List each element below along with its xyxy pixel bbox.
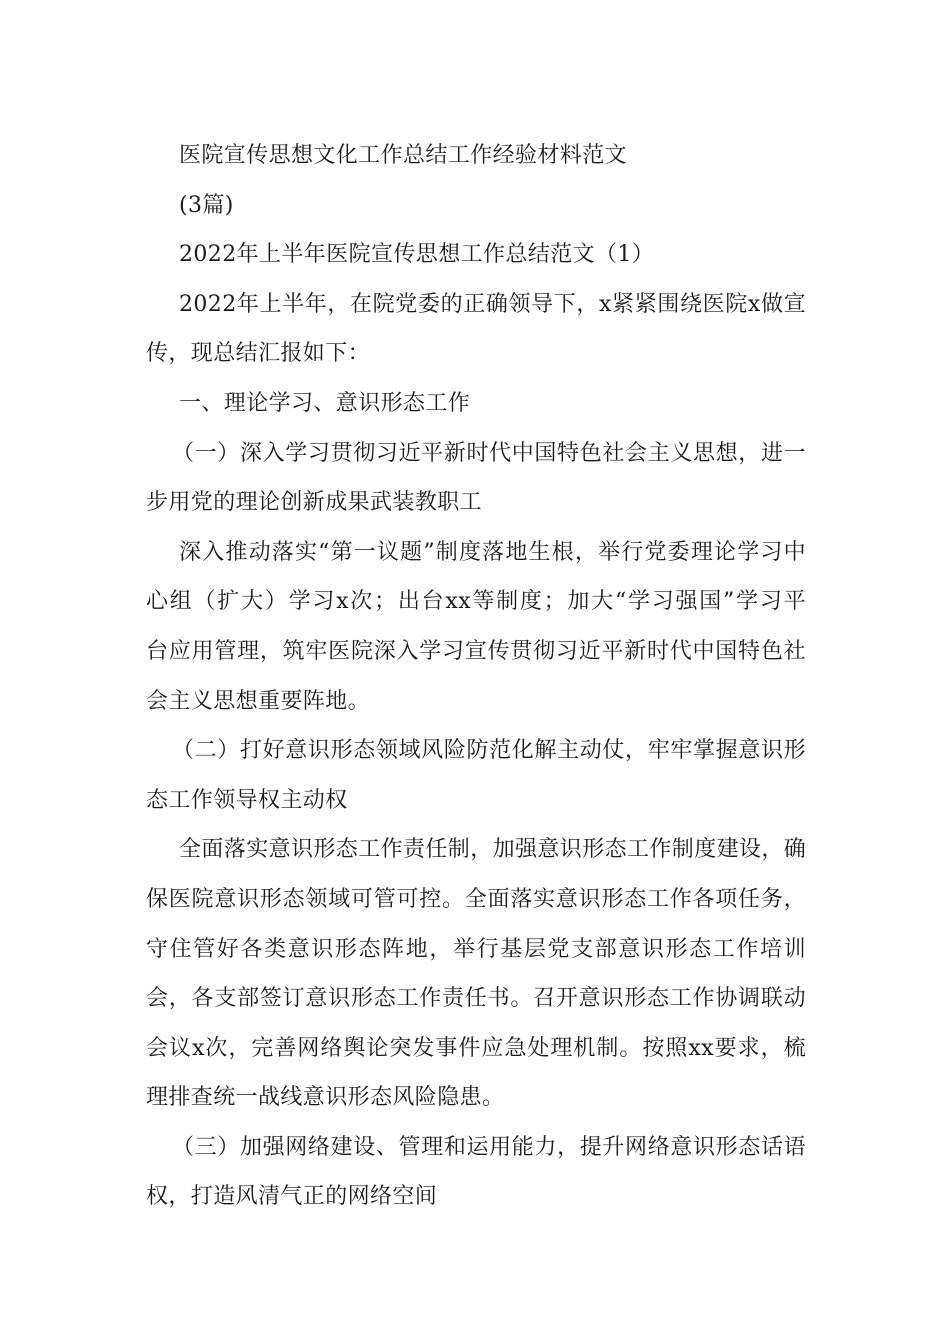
section-heading: 一、理论学习、意识形态工作 [179, 390, 471, 416]
paragraph-line: 深入推动落实“第一议题”制度落地生根，举行党委理论学习中 [179, 539, 806, 565]
title-text-2: (3篇) [179, 192, 234, 218]
paragraph-line: 会议x次，完善网络舆论突发事件应急处理机制。按照xx要求，梳 [146, 1035, 806, 1061]
paragraph-line: 会主义思想重要阵地。 [146, 688, 371, 714]
subsection-heading-line: 步用党的理论创新成果武装教职工 [146, 490, 483, 516]
subsection-heading-line: （三）加强网络建设、管理和运用能力，提升网络意识形态话语 [172, 1134, 806, 1160]
paragraph-line: 守住管好各类意识形态阵地，举行基层党支部意识形态工作培训 [146, 936, 806, 962]
doc-title-line-1 [146, 131, 806, 181]
doc-subtitle-line [146, 230, 806, 280]
subsection-heading-line: 权，打造风清气正的网络空间 [146, 1184, 438, 1210]
paragraph-line: 2022年上半年，在院党委的正确领导下，x紧紧围绕医院x做宣 [179, 291, 806, 317]
paragraph-line: 台应用管理，筑牢医院深入学习宣传贯彻习近平新时代中国特色社 [146, 638, 806, 664]
subsection-heading-line: 态工作领导权主动权 [146, 787, 348, 813]
doc-title-line-2 [146, 181, 806, 231]
title-text-1: 医院宣传思想文化工作总结工作经验材料范文 [179, 143, 628, 168]
paragraph-line: 全面落实意识形态工作责任制，加强意识形态工作制度建设，确 [179, 837, 807, 863]
document-body [146, 131, 806, 1222]
paragraph-line: 会，各支部签订意识形态工作责任书。召开意识形态工作协调联动 [146, 986, 806, 1012]
paragraph-line: 传，现总结汇报如下： [146, 341, 371, 367]
subsection-heading-line: （一）深入学习贯彻习近平新时代中国特色社会主义思想，进一 [172, 440, 806, 466]
subsection-heading-line: （二）打好意识形态领域风险防范化解主动仗，牢牢掌握意识形 [172, 738, 806, 764]
paragraph-line: 心组（扩大）学习x次；出台xx等制度；加大“学习强国”学习平 [146, 589, 806, 615]
paragraph-line: 理排查统一战线意识形态风险隐患。 [146, 1085, 505, 1111]
subtitle-text: 2022年上半年医院宣传思想工作总结范文（1） [179, 242, 655, 268]
paragraph-line: 保医院意识形态领域可管可控。全面落实意识形态工作各项任务， [146, 886, 806, 912]
